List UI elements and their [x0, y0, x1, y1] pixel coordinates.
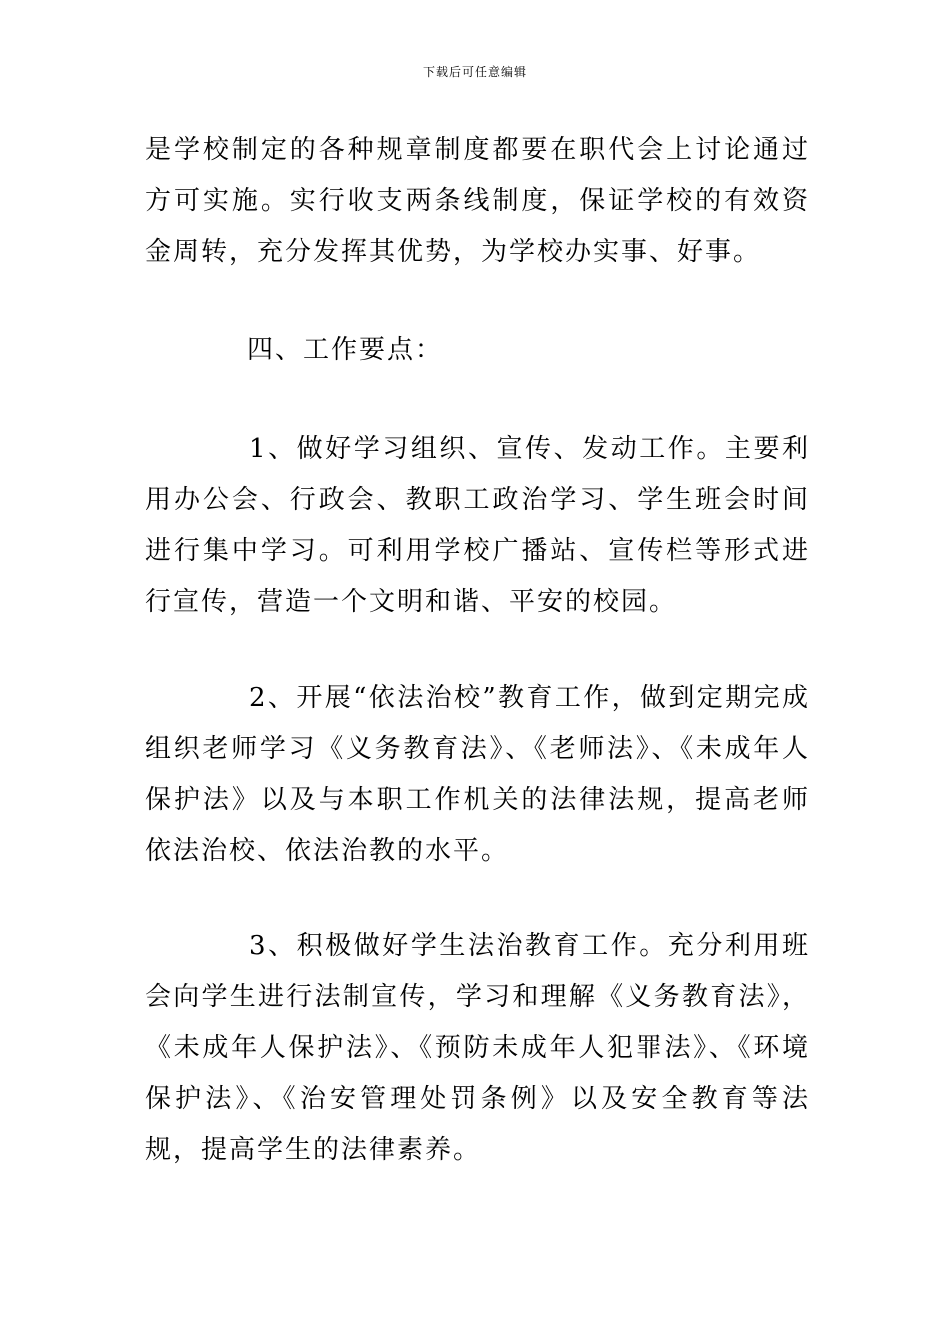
continuation-paragraph: 是学校制定的各种规章制度都要在职代会上讨论通过方可实施。实行收支两条线制度，保证学校的有效资金周转，充分发挥其优势，为学校办实事、好事。	[145, 135, 810, 267]
page-header-note: 下载后可任意编辑	[422, 65, 527, 79]
work-item-1: 1、做好学习组织、宣传、发动工作。主要利用办公会、行政会、教职工政治学习、学生班会时间进行集中学习。可利用学校广播站、宣传栏等形式进行宣传，营造一个文明和谐、平安的校园。	[145, 434, 810, 617]
work-item-2: 2、开展“依法治校”教育工作，做到定期完成组织老师学习《义务教育法》、《老师法》、《未成年人保护法》以及与本职工作机关的法律法规，提高老师依法治校、依法治教的水平。	[145, 683, 810, 866]
section-heading: 四、工作要点：	[247, 335, 444, 365]
work-item-3: 3、积极做好学生法治教育工作。充分利用班会向学生进行法制宣传，学习和理解《义务教育法》，《未成年人保护法》、《预防未成年人犯罪法》、《环境保护法》、《治安管理处罚条例》以及安全教育等法规，提高学生的法律素养。	[145, 931, 810, 1165]
